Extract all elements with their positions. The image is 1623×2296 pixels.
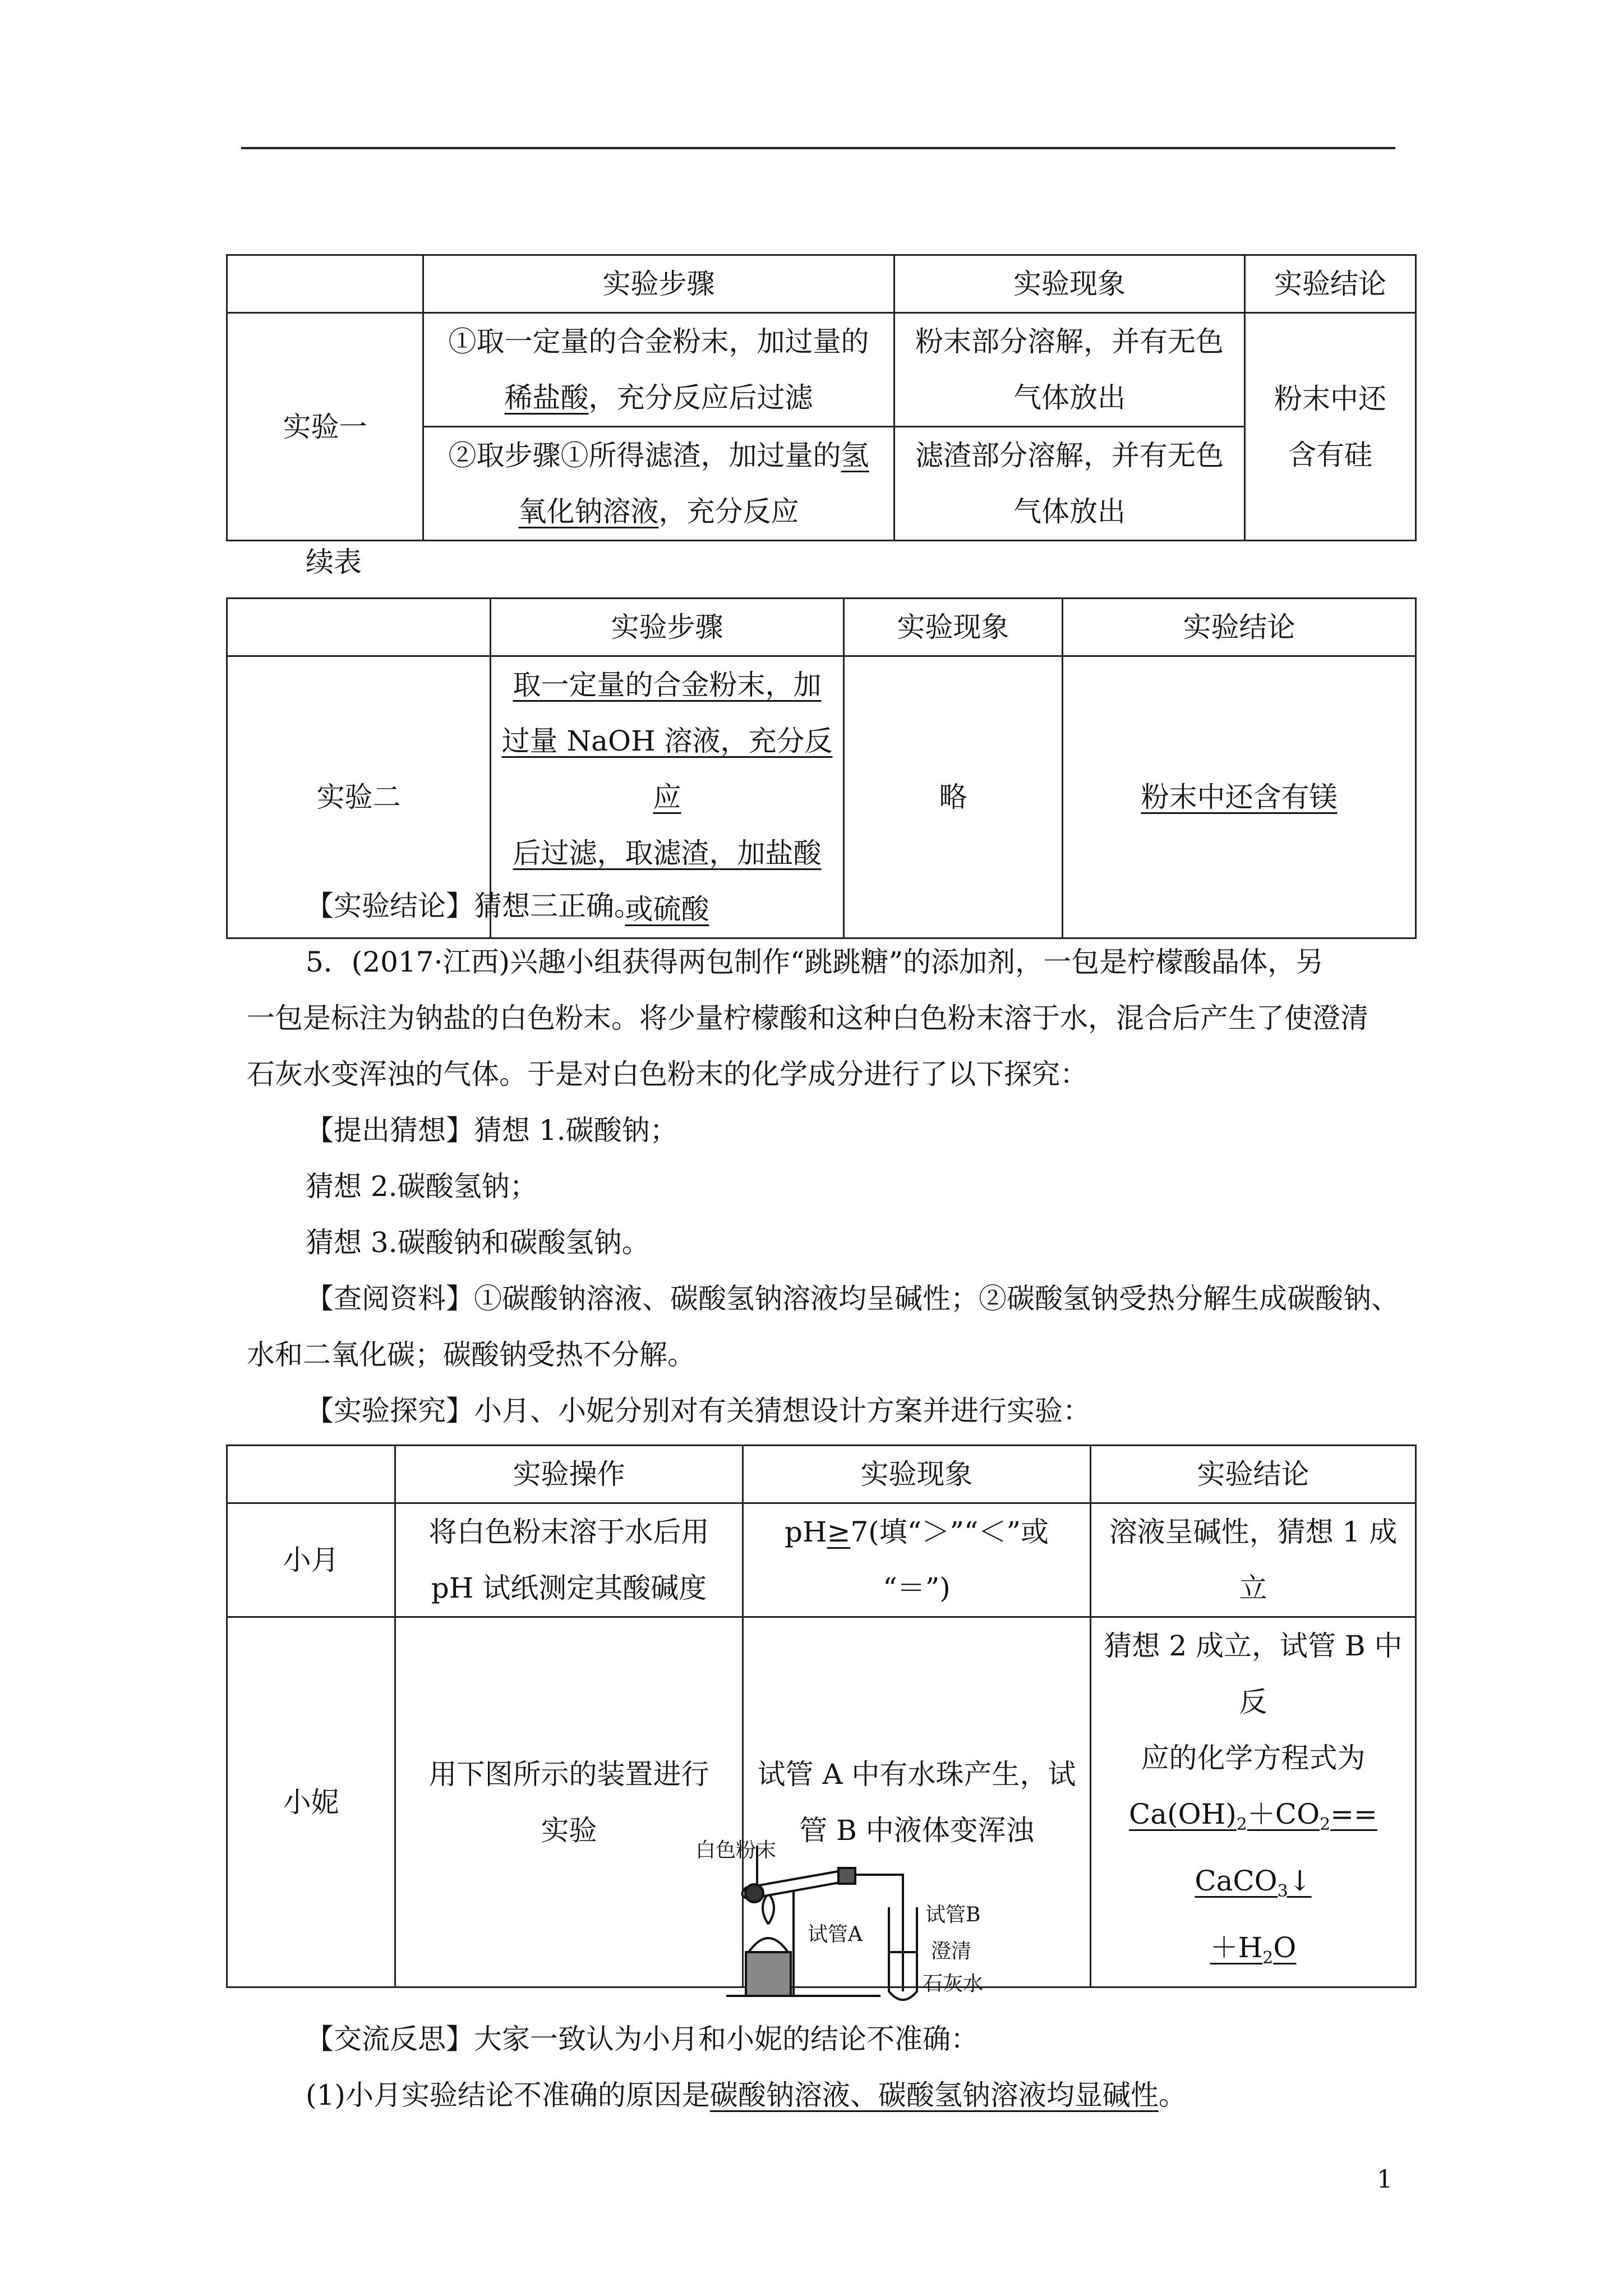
table2-header-phenomenon: 实验现象 xyxy=(844,599,1063,656)
answer-naoh-solution: 氧化钠溶液 xyxy=(518,495,659,528)
table2-header-conclusion: 实验结论 xyxy=(1063,599,1416,656)
answer-reason: 碳酸钠溶液、碳酸氢钠溶液均显碱性 xyxy=(709,2079,1159,2111)
answer-ph-sign: ≥ xyxy=(827,1516,851,1548)
table1-header-steps: 实验步骤 xyxy=(423,255,895,313)
table3-r1-operation: 将白色粉末溶于水后用 pH 试纸测定其酸碱度 xyxy=(395,1503,743,1617)
table3-r2-phenomenon: 试管 A 中有水珠产生，试 管 B 中液体变浑浊 xyxy=(743,1617,1091,1987)
table3-header-operation: 实验操作 xyxy=(395,1446,743,1503)
table3-r2-operation: 用下图所示的装置进行 实验 xyxy=(395,1617,743,1987)
table1-phenomenon-1: 粉末部分溶解，并有无色 气体放出 xyxy=(895,313,1245,427)
reflection-1: (1)小月实验结论不准确的原因是碳酸钠溶液、碳酸氢钠溶液均显碱性。 xyxy=(306,2079,1187,2111)
label-white-powder: 白色粉末 xyxy=(695,1839,777,1862)
guess-1: 【提出猜想】猜想 1.碳酸钠； xyxy=(306,1114,678,1147)
table2-header-0 xyxy=(227,599,491,656)
reflection: 【交流反思】大家一致认为小月和小妮的结论不准确： xyxy=(306,2023,979,2055)
guess-3: 猜想 3.碳酸钠和碳酸氢钠。 xyxy=(306,1226,650,1259)
table1-header-0 xyxy=(227,255,423,313)
table1-row-label: 实验一 xyxy=(227,313,423,541)
answer-dilute-hcl: 稀盐酸 xyxy=(504,381,589,414)
table-experiment-1 xyxy=(226,254,1417,541)
table1-header-conclusion: 实验结论 xyxy=(1245,255,1416,313)
table1-conclusion: 粉末中还 含有硅 xyxy=(1245,313,1416,541)
guess-2: 猜想 2.碳酸氢钠； xyxy=(306,1170,538,1203)
answer-equation: $Ca(OH)_2+CO_2==$ CaCO$_3$↓ xyxy=(1129,1798,1377,1901)
label-tube-a: 试管A xyxy=(808,1923,863,1946)
table3-r1-phenomenon: pH≥7(填“＞”“＜”或 “＝”) xyxy=(743,1503,1091,1617)
table2-conclusion: 粉末中还含有镁 xyxy=(1063,656,1416,938)
apparatus-figure xyxy=(695,1840,1032,2008)
label-tube-b: 试管B xyxy=(925,1903,981,1926)
table3-r1-conclusion: 溶液呈碱性，猜想 1 成立 xyxy=(1091,1503,1416,1617)
table1-header-phenomenon: 实验现象 xyxy=(895,255,1245,313)
table3-header-phenomenon: 实验现象 xyxy=(743,1446,1091,1503)
continued-label: 续表 xyxy=(306,546,362,578)
table2-row-label: 实验二 xyxy=(227,656,491,938)
label-limewater: 石灰水 xyxy=(923,1972,984,1995)
header-rule xyxy=(241,147,1395,149)
table2-steps: 取一定量的合金粉末，加 过量 NaOH 溶液，充分反应 后过滤，取滤渣，加盐酸 或硫酸 xyxy=(491,656,844,938)
table3-row-xiaoyue: 小月 xyxy=(227,1503,395,1617)
table3-row-xiaoni: 小妮 xyxy=(227,1617,395,1987)
reference-info-line-2: 水和二氧化碳；碳酸钠受热不分解。 xyxy=(247,1338,695,1371)
table1-step-2: ②取步骤①所得滤渣，加过量的氢 氧化钠溶液，充分反应 xyxy=(423,427,895,541)
table1-phenomenon-2: 滤渣部分溶解，并有无色 气体放出 xyxy=(895,427,1245,541)
table2-header-steps: 实验步骤 xyxy=(491,599,844,656)
experiment-explore: 【实验探究】小月、小妮分别对有关猜想设计方案并进行实验： xyxy=(306,1395,1091,1427)
table1-step-1: ①取一定量的合金粉末，加过量的 稀盐酸，充分反应后过滤 xyxy=(423,313,895,427)
page-number: 1 xyxy=(1377,2165,1393,2194)
table3-r2-conclusion: 猜想 2 成立，试管 B 中反 应的化学方程式为 $Ca(OH)_2+CO_2==$ CaCO$_3$↓ $+H_2O$ xyxy=(1091,1617,1416,1987)
question-5-line-2: 一包是标注为钠盐的白色粉末。将少量柠檬酸和这种白色粉末溶于水，混合后产生了使澄清 xyxy=(247,1002,1368,1034)
label-clear: 澄清 xyxy=(931,1940,972,1963)
experiment-conclusion: 【实验结论】猜想三正确。 xyxy=(306,890,642,922)
reference-info-line-1: 【查阅资料】①碳酸钠溶液、碳酸氢钠溶液均呈碱性；②碳酸氢钠受热分解生成碳酸钠、 xyxy=(306,1282,1399,1315)
table3-header-0 xyxy=(227,1446,395,1503)
table2-phenomenon: 略 xyxy=(844,656,1063,938)
table3-header-conclusion: 实验结论 xyxy=(1091,1446,1416,1503)
question-5-line-3: 石灰水变浑浊的气体。于是对白色粉末的化学成分进行了以下探究： xyxy=(247,1058,1088,1091)
question-5-line-1: 5．(2017·江西)兴趣小组获得两包制作“跳跳糖”的添加剂，一包是柠檬酸晶体，另 xyxy=(306,946,1324,978)
